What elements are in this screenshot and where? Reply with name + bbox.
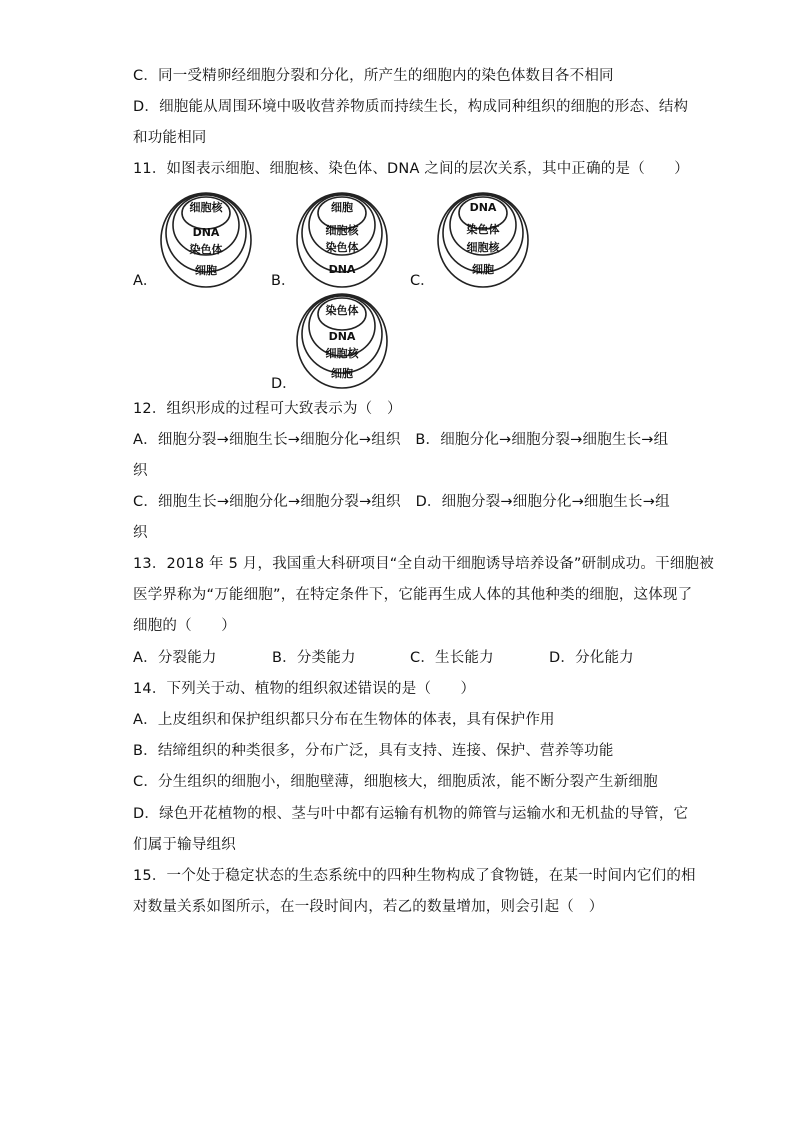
q13-stem-line1: 13．2018 年 5 月，我国重大科研项目“全自动干细胞诱导培养设备”研制成功。干细胞被: [133, 556, 714, 572]
q11-a-ring2: DNA: [192, 226, 220, 239]
q11-stem: 11．如图表示细胞、细胞核、染色体、DNA 之间的层次关系，其中正确的是（ ）: [133, 161, 689, 177]
q11-option-b-label: B．: [271, 273, 296, 289]
q12-options-cd: C．细胞生长→细胞分化→细胞分裂→组织 D．细胞分裂→细胞分化→细胞生长→组: [133, 494, 670, 510]
q11-d-ring1: 染色体: [325, 304, 359, 317]
q13-option-d: D．分化能力: [549, 650, 634, 666]
q11-diagram-d: [296, 293, 388, 389]
q11-b-ring1: 细胞: [331, 201, 353, 214]
q12-options-ab: A．细胞分裂→细胞生长→细胞分化→组织 B．细胞分化→细胞分裂→细胞生长→组: [133, 432, 669, 448]
q11-c-ring1: DNA: [469, 201, 497, 214]
q11-diagram-a: [160, 192, 252, 288]
q11-d-ring4: 细胞: [331, 367, 353, 380]
q11-option-d-label: D．: [271, 376, 297, 392]
q13-options: [133, 648, 663, 668]
q10-option-d-line1: D．细胞能从周围环境中吸收营养物质而持续生长，构成同种组织的细胞的形态、结构: [133, 99, 689, 115]
q10-option-d-line2: 和功能相同: [133, 130, 207, 146]
q11-option-c-label: C．: [410, 273, 435, 289]
q11-c-ring4: 细胞: [472, 263, 494, 276]
q11-d-ring2: DNA: [328, 330, 356, 343]
q13-option-a: A．分裂能力: [133, 650, 217, 666]
q13-stem-line3: 细胞的（ ）: [133, 618, 236, 634]
q15-stem-line2: 对数量关系如图所示，在一段时间内，若乙的数量增加，则会引起（ ）: [133, 899, 604, 915]
q11-a-ring3: 染色体: [189, 243, 223, 256]
q11-a-ring1: 细胞核: [189, 201, 223, 214]
q11-d-ring3: 细胞核: [325, 347, 359, 360]
q11-c-ring3: 细胞核: [466, 241, 500, 254]
q15-stem-line1: 15．一个处于稳定状态的生态系统中的四种生物构成了食物链，在某一时间内它们的相: [133, 868, 696, 884]
q13-stem-line2: 医学界称为“万能细胞”，在特定条件下，它能再生成人体的其他种类的细胞，这体现了: [133, 587, 693, 603]
q13-option-b: B．分类能力: [272, 650, 356, 666]
q14-stem: 14．下列关于动、植物的组织叙述错误的是（ ）: [133, 681, 476, 697]
q11-a-ring4: 细胞: [195, 264, 217, 277]
q12-options-ab-wrap: 织: [133, 463, 148, 479]
q14-option-d-line1: D．绿色开花植物的根、茎与叶中都有运输有机物的筛管与运输水和无机盐的导管，它: [133, 806, 689, 822]
q11-diagram-b: [296, 192, 388, 288]
q12-stem: 12．组织形成的过程可大致表示为（ ）: [133, 401, 402, 417]
q10-option-c: C．同一受精卵经细胞分裂和分化，所产生的细胞内的染色体数目各不相同: [133, 68, 614, 84]
q11-c-ring2: 染色体: [466, 223, 500, 236]
q11-option-a-label: A．: [133, 273, 158, 289]
q14-option-a: A．上皮组织和保护组织都只分布在生物体的体表，具有保护作用: [133, 712, 555, 728]
q11-diagram-c: [437, 192, 529, 288]
q11-b-ring3: 染色体: [325, 241, 359, 254]
q11-b-ring4: DNA: [328, 263, 356, 276]
q13-option-c: C．生长能力: [410, 650, 494, 666]
q14-option-c: C．分生组织的细胞小，细胞壁薄，细胞核大，细胞质浓，能不断分裂产生新细胞: [133, 774, 658, 790]
q14-option-d-line2: 们属于输导组织: [133, 837, 236, 853]
q14-option-b: B．结缔组织的种类很多，分布广泛，具有支持、连接、保护、营养等功能: [133, 743, 614, 759]
q12-options-cd-wrap: 织: [133, 525, 148, 541]
q11-b-ring2: 细胞核: [325, 224, 359, 237]
